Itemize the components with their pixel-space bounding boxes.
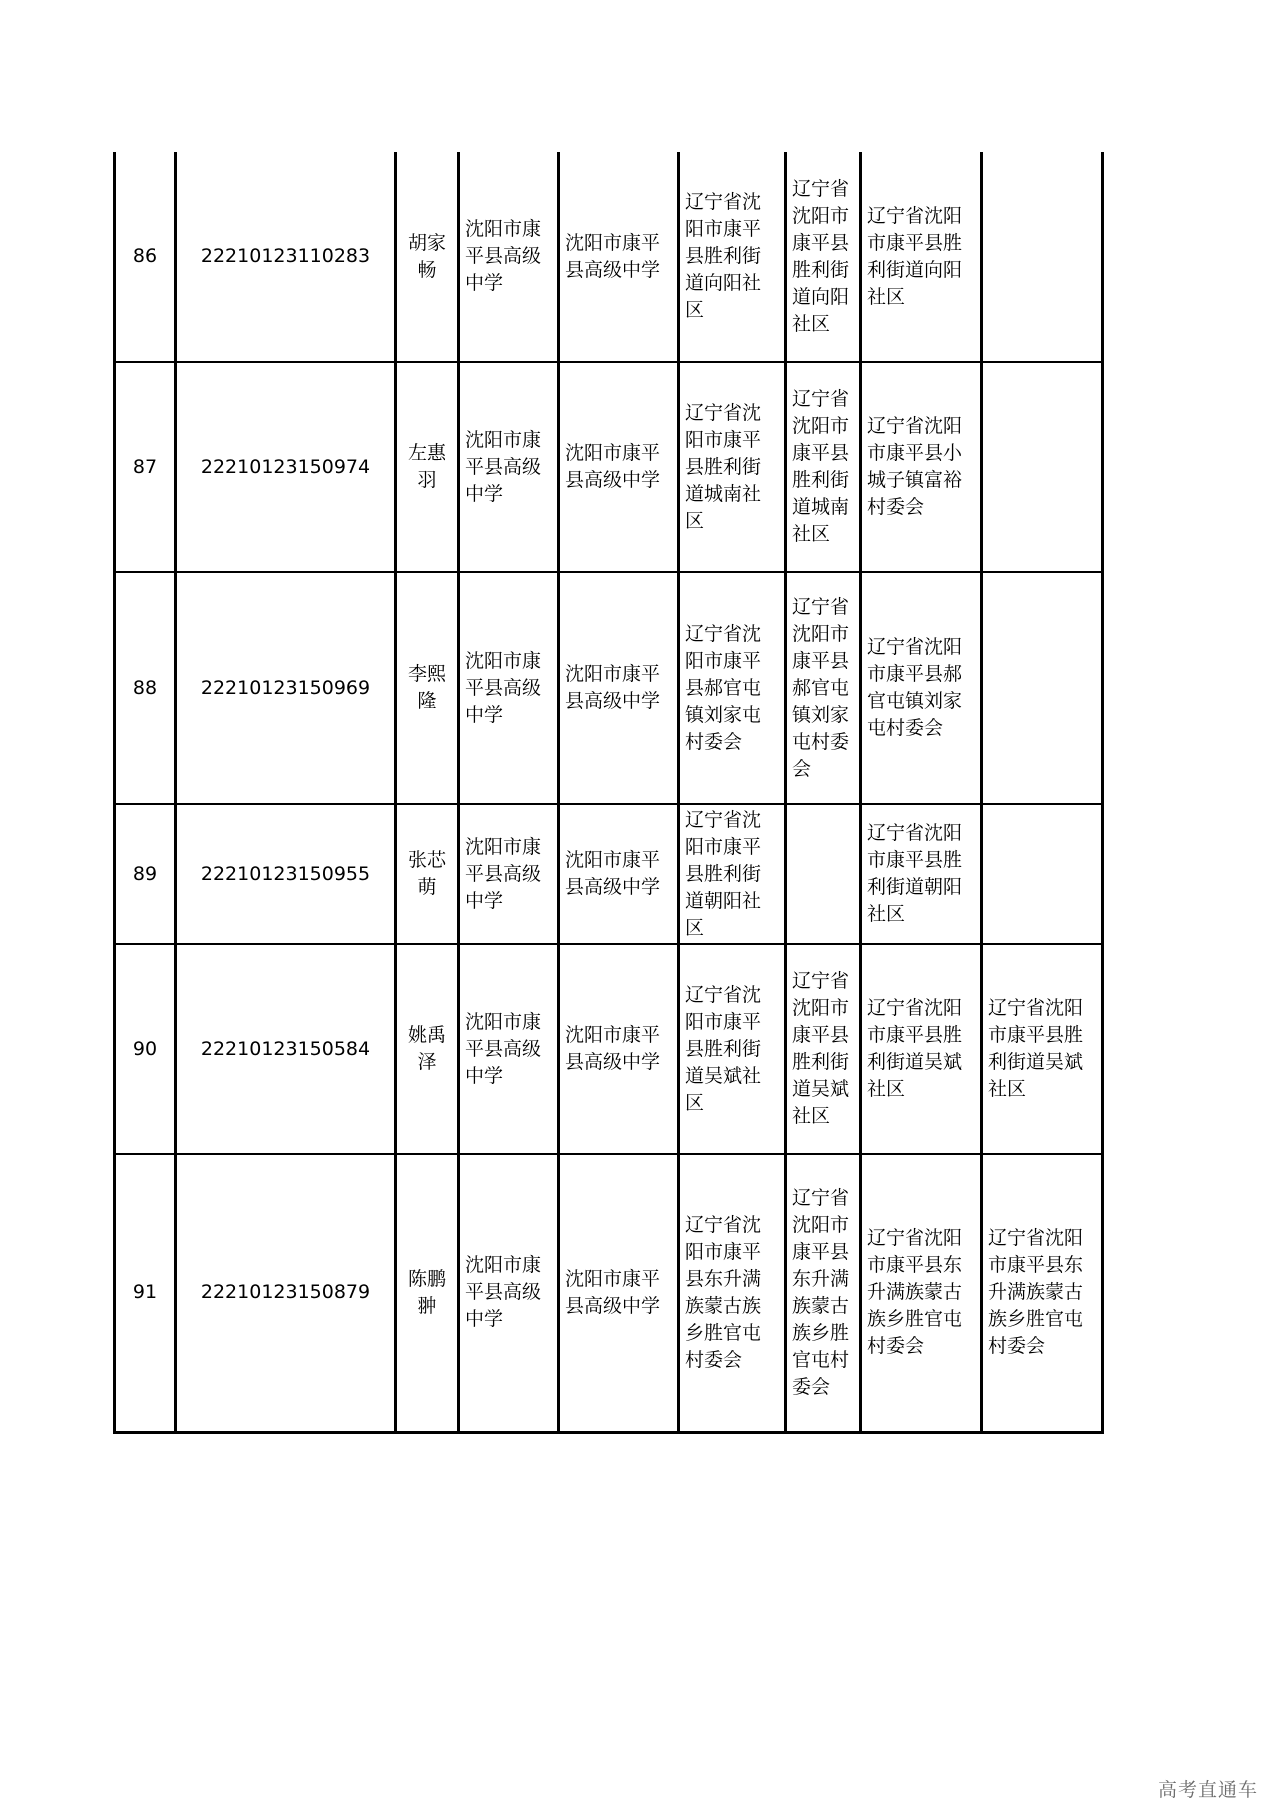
candidate-id: 22210123150974 [176, 362, 396, 572]
address-cell: 辽宁省沈阳市康平县胜利街道吴斌社区 [786, 944, 861, 1154]
address-cell: 辽宁省沈阳市康平县郝官屯镇刘家屯村委会 [679, 572, 786, 804]
table-row [115, 804, 1103, 944]
address-cell [982, 362, 1103, 572]
address-cell: 辽宁省沈阳市康平县胜利街道朝阳社区 [861, 804, 982, 944]
school-cell: 沈阳市康平县高级中学 [559, 362, 679, 572]
address-cell [786, 804, 861, 944]
school-cell: 沈阳市康平县高级中学 [559, 1154, 679, 1432]
address-cell: 辽宁省沈阳市康平县郝官屯镇刘家屯村委会 [861, 572, 982, 804]
school-cell: 沈阳市康平县高级中学 [459, 152, 559, 362]
address-cell: 辽宁省沈阳市康平县小城子镇富裕村委会 [861, 362, 982, 572]
roster-table [113, 152, 1104, 1434]
school-cell: 沈阳市康平县高级中学 [459, 362, 559, 572]
address-cell: 辽宁省沈阳市康平县郝官屯镇刘家屯村委会 [786, 572, 861, 804]
address-cell: 辽宁省沈阳市康平县胜利街道吴斌社区 [982, 944, 1103, 1154]
school-cell: 沈阳市康平县高级中学 [559, 944, 679, 1154]
address-cell: 辽宁省沈阳市康平县东升满族蒙古族乡胜官屯村委会 [982, 1154, 1103, 1432]
address-cell: 辽宁省沈阳市康平县胜利街道吴斌社区 [679, 944, 786, 1154]
candidate-name: 李熙隆 [396, 572, 459, 804]
row-number: 90 [115, 944, 176, 1154]
row-number: 91 [115, 1154, 176, 1432]
school-cell: 沈阳市康平县高级中学 [559, 804, 679, 944]
address-cell: 辽宁省沈阳市康平县东升满族蒙古族乡胜官屯村委会 [786, 1154, 861, 1432]
candidate-name: 陈鹏翀 [396, 1154, 459, 1432]
candidate-name: 张芯萌 [396, 804, 459, 944]
row-number: 89 [115, 804, 176, 944]
candidate-id: 22210123110283 [176, 152, 396, 362]
school-cell: 沈阳市康平县高级中学 [559, 572, 679, 804]
table-row [115, 1154, 1103, 1432]
address-cell: 辽宁省沈阳市康平县胜利街道朝阳社区 [679, 804, 786, 944]
table-row [115, 152, 1103, 362]
address-cell: 辽宁省沈阳市康平县东升满族蒙古族乡胜官屯村委会 [679, 1154, 786, 1432]
address-cell: 辽宁省沈阳市康平县胜利街道城南社区 [786, 362, 861, 572]
row-number: 88 [115, 572, 176, 804]
address-cell [982, 804, 1103, 944]
address-cell: 辽宁省沈阳市康平县胜利街道城南社区 [679, 362, 786, 572]
candidate-name: 左惠羽 [396, 362, 459, 572]
candidate-name: 姚禹泽 [396, 944, 459, 1154]
table-row [115, 944, 1103, 1154]
table-row [115, 572, 1103, 804]
row-number: 87 [115, 362, 176, 572]
school-cell: 沈阳市康平县高级中学 [459, 572, 559, 804]
candidate-name: 胡家畅 [396, 152, 459, 362]
address-cell [982, 572, 1103, 804]
candidate-id: 22210123150584 [176, 944, 396, 1154]
address-cell: 辽宁省沈阳市康平县胜利街道向阳社区 [679, 152, 786, 362]
address-cell: 辽宁省沈阳市康平县胜利街道吴斌社区 [861, 944, 982, 1154]
row-number: 86 [115, 152, 176, 362]
watermark-text: 高考直通车 [1157, 1779, 1258, 1801]
candidate-id: 22210123150955 [176, 804, 396, 944]
table-row [115, 362, 1103, 572]
address-cell: 辽宁省沈阳市康平县胜利街道向阳社区 [786, 152, 861, 362]
school-cell: 沈阳市康平县高级中学 [559, 152, 679, 362]
address-cell: 辽宁省沈阳市康平县胜利街道向阳社区 [861, 152, 982, 362]
school-cell: 沈阳市康平县高级中学 [459, 944, 559, 1154]
address-cell [982, 152, 1103, 362]
school-cell: 沈阳市康平县高级中学 [459, 1154, 559, 1432]
candidate-id: 22210123150879 [176, 1154, 396, 1432]
candidate-id: 22210123150969 [176, 572, 396, 804]
school-cell: 沈阳市康平县高级中学 [459, 804, 559, 944]
address-cell: 辽宁省沈阳市康平县东升满族蒙古族乡胜官屯村委会 [861, 1154, 982, 1432]
